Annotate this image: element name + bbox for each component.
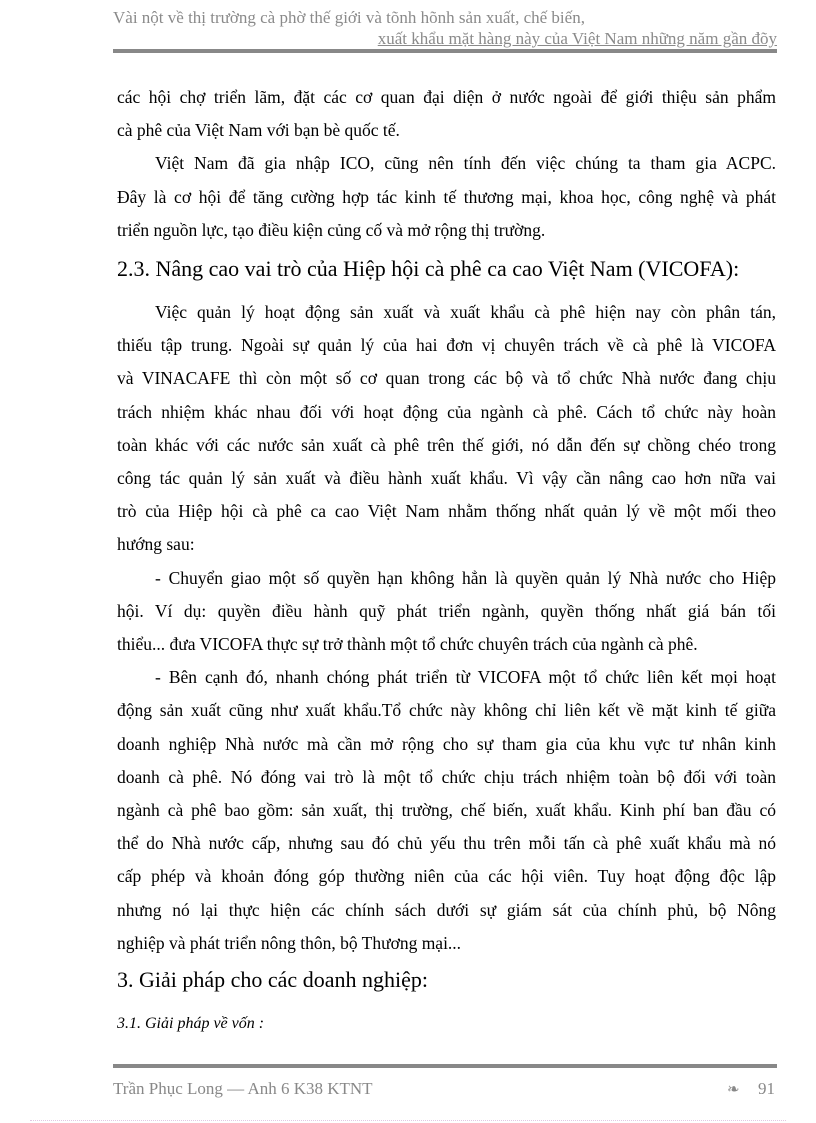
text-line: doanh nghiệp Nhà nước mà cần mở rộng cho sự tham gia của khu vực tư nhân kinh (117, 733, 776, 754)
text-line: trách nhiệm khác nhau đối với hoạt động của ngành cà phê. Cách tổ chức này hoàn (117, 401, 776, 422)
section-heading-2-3: 2.3. Nâng cao vai trò của Hiệp hội cà phê ca cao Việt Nam (VICOFA): (117, 256, 740, 281)
ornament-icon: ❧ (727, 1082, 740, 1098)
text-line: nhưng nó lại thực hiện các chính sách dưới sự giám sát của chính phủ, bộ Nông (117, 899, 776, 920)
page-edge (30, 1120, 786, 1121)
text-line: hướng sau: (117, 534, 195, 555)
text-line: cà phê của Việt Nam với bạn bè quốc tế. (117, 120, 400, 141)
text-line: động sản xuất cũng như xuất khẩu.Tổ chức này không chỉ liên kết về mặt kinh tế giữa (117, 700, 776, 721)
text-line: nghiệp và phát triển nông thôn, bộ Thương mại... (117, 932, 462, 953)
text-line: cấp phép và khoản đóng góp thường niên của các hội viên. Tuy hoạt động độc lập (117, 866, 776, 887)
text-line: trò của Hiệp hội cà phê ca cao Việt Nam nhằm thống nhất quản lý về một mối theo (117, 501, 776, 522)
text-line: công tác quản lý sản xuất và điều hành xuất khẩu. Vì vậy cần nâng cao hơn nữa vai (117, 468, 776, 488)
text-line: Đây là cơ hội để tăng cường hợp tác kinh tế thương mại, khoa học, công nghệ và phát (117, 186, 776, 207)
text-line: doanh cà phê. Nó đóng vai trò là một tổ chức chịu trách nhiệm toàn bộ đối với toàn (117, 766, 776, 787)
text-line: các hội chợ triển lãm, đặt các cơ quan đại diện ở nước ngoài để giới thiệu sản phẩm (117, 87, 776, 107)
footer-author: Trần Phục Long — Anh 6 K38 KTNT (113, 1079, 373, 1098)
text-line: thiểu... đưa VICOFA thực sự trở thành một tổ chức chuyên trách của ngành cà phê. (117, 634, 698, 654)
running-header-line1: Vài nột về thị trường cà phờ thế giới và tõnh hõnh sản xuất, chế biến, (113, 8, 585, 27)
page-number: 91 (758, 1079, 775, 1098)
text-line: hội. Ví dụ: quyền điều hành quỹ phát triển ngành, quyền thống nhất giá bán tối (117, 600, 776, 621)
running-header-line2: xuất khẩu mặt hàng này của Việt Nam những năm gần đõy (377, 29, 777, 48)
text-line: Việt Nam đã gia nhập ICO, cũng nên tính đến việc chúng ta tham gia ACPC. (155, 153, 776, 174)
text-line: Việc quản lý hoạt động sản xuất và xuất khẩu cà phê hiện nay còn phân tán, (155, 302, 776, 322)
section-heading-3: 3. Giải pháp cho các doanh nghiệp: (117, 967, 428, 992)
text-line: thiếu tập trung. Ngoài sự quản lý của hai đơn vị chuyên trách về cà phê là VICOFA (117, 335, 776, 356)
subsection-heading-3-1: 3.1. Giải pháp về vốn : (117, 1015, 265, 1032)
text-line: - Bên cạnh đó, nhanh chóng phát triển từ VICOFA một tổ chức liên kết mọi hoạt (155, 667, 776, 688)
text-line: thể do Nhà nước cấp, nhưng sau đó chủ yếu thu trên mỗi tấn cà phê xuất khẩu mà nó (117, 833, 776, 854)
text-line: toàn khác với các nước sản xuất cà phê trên thế giới, nó dẫn đến sự chồng chéo trong (117, 434, 776, 455)
footer-rule (113, 1064, 777, 1068)
text-line: - Chuyển giao một số quyền hạn không hẳn là quyền quản lý Nhà nước cho Hiệp (155, 567, 776, 588)
text-line: triển nguồn lực, tạo điều kiện củng cố và mở rộng thị trường. (117, 219, 546, 240)
text-line: ngành cà phê bao gồm: sản xuất, thị trường, chế biến, xuất khẩu. Kinh phí ban đầu có (117, 800, 776, 820)
text-line: và VINACAFE thì còn một số cơ quan trong các bộ và tổ chức Nhà nước đang chịu (117, 368, 776, 389)
header-rule (113, 49, 777, 53)
